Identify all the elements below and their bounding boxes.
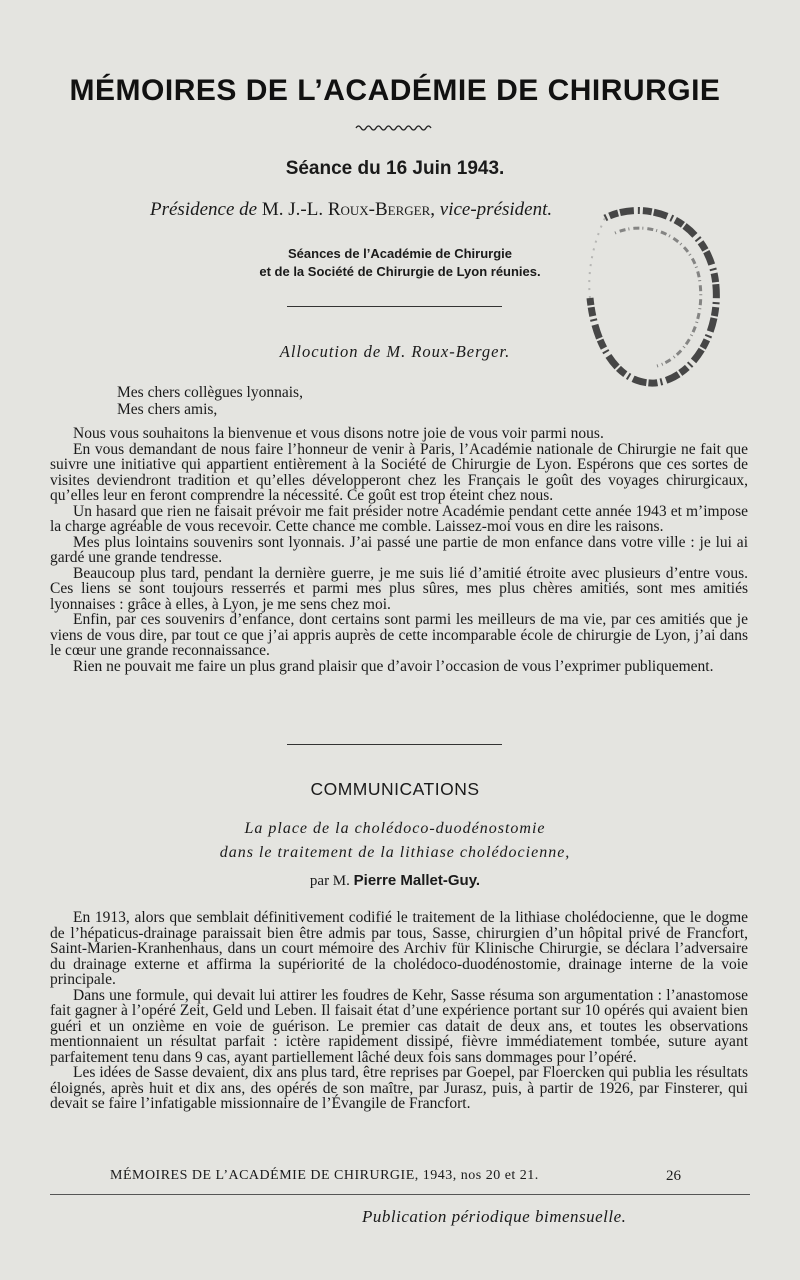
allocution-paragraph: Rien ne pouvait me faire un plus grand plaisir que d’avoir l’occasion de vous l’exprimer publiquement. [73, 657, 714, 675]
author-name: Pierre Mallet-Guy. [353, 872, 481, 889]
allocution-body [50, 426, 748, 674]
allocution-paragraph: Un hasard que rien ne faisait prévoir me fait présider notre Académie pendant cette année 1943 et m’impose la charge agréable de vous recevoir. Cette chance me comble. Laissez-moi vous en dire les raisons. [50, 502, 748, 535]
allocution-paragraph: Nous vous souhaitons la bienvenue et vous disons notre joie de vous voir parmi nous. [73, 425, 604, 442]
byline [0, 872, 790, 890]
separator-rule-1 [287, 306, 502, 307]
publication-note: Publication périodique bimensuelle. [362, 1207, 627, 1226]
joint-session-note [200, 245, 600, 281]
presidency-name-prefix: M. J.-L. [261, 199, 324, 220]
ornamental-squiggle [354, 123, 434, 133]
salutation-line-1: Mes chers collègues lyonnais, [117, 384, 303, 401]
footer-journal-reference: MÉMOIRES DE L’ACADÉMIE DE CHIRURGIE, 1943, nos 20 et 21. [110, 1168, 539, 1183]
presidency-line [150, 199, 552, 221]
article-paragraph: Les idées de Sasse devaient, dix ans plus tard, être reprises par Goepel, par Floercken qui publia les résultats éloignés, après huit et dix ans, des opérés de son maître, par Jurasz, puis, à partir de 1926, par Finsterer, qui devait se faire l’infatigable missionnaire de l’Évangile de Francfort. [50, 1064, 748, 1112]
salutation [117, 384, 303, 418]
presidency-name: Roux-Berger, [327, 199, 436, 220]
allocution-paragraph: En vous demandant de nous faire l’honneur de venir à Paris, l’Académie nationale de Chirurgie ne fait que suivre une initiative qui appartient entièrement à la Société de Chirurgie de Lyon. Espérons que ces sortes de visites deviendront tradition et qu’elles développeront chez les Français le goût des voyages chirurgicaux, qu’elles leur en feront comprendre la nécessité. Ce goût est trop éteint chez nous. [50, 440, 748, 504]
article-title-line-2: dans le traitement de la lithiase cholédocienne, [219, 844, 571, 861]
allocution-paragraph: Enfin, par ces souvenirs d’enfance, dont certains sont parmi les meilleurs de ma vie, par ces amitiés que je viens de vous dire, par tout ce que j’ai appris auprès de cette incomparable école de chirurgie de Lyon, j’ai dans le cœur une grande reconnaissance. [50, 611, 748, 659]
article-paragraph: Dans une formule, qui devait lui attirer les foudres de Kehr, Sasse résuma son argumentation : l’anastomose fait gagner à l’opéré Zeit, Geld und Leben. Il faisait état d’une expérience portant sur 10 opérés qui avaient bien guéri et un onzième en voie de guérison. Le premier cas datait de deux ans, et toutes les observations mentionnaient un résultat parfait : ictère rapidement dissipé, fièvre immédiatement tombée, suture ayant parfaitement tenu dans 9 cas, ayant partiellement lâché deux fois sans dommages pour l’opéré. [50, 986, 748, 1066]
article-paragraph: En 1913, alors que semblait définitivement codifié le traitement de la lithiase cholédocienne, que le dogme de l’hépaticus-drainage paraissait bien être admis par tous, Sasse, chirurgien d’un hôpital privé de Francfort, Saint-Marien-Kranhenhaus, dans un court mémoire des Archiv für Klinische Chirurgie, se déclara l’adversaire du drainage externe et affirma la supériorité de la cholédoco-duodénostomie, drainage interne de la voie principale. [50, 909, 748, 988]
journal-title: MÉMOIRES DE L’ACADÉMIE DE CHIRURGIE [69, 74, 721, 107]
allocution-paragraph: Mes plus lointains souvenirs sont lyonnais. J’ai passé une partie de mon enfance dans votre ville : je lui ai gardé une grande tendresse. [50, 533, 748, 566]
joint-session-line-1: Séances de l’Académie de Chirurgie [288, 246, 512, 261]
presidency-role: vice-président. [439, 199, 553, 220]
salutation-line-2: Mes chers amis, [117, 401, 218, 418]
session-date: Séance du 16 Juin 1943. [285, 158, 505, 179]
allocution-title: Allocution de M. Roux-Berger. [279, 342, 511, 361]
section-heading: COMMUNICATIONS [310, 779, 480, 799]
joint-session-line-2: et de la Société de Chirurgie de Lyon réunies. [259, 264, 541, 279]
presidency-prefix: Présidence de [150, 199, 258, 220]
separator-rule-2 [287, 744, 502, 745]
article-body [50, 910, 748, 1112]
byline-prefix: par M. [309, 873, 350, 889]
footer-rule [50, 1194, 750, 1195]
article-title-line-1: La place de la cholédoco-duodénostomie [244, 820, 546, 837]
page-number: 26 [666, 1168, 681, 1184]
allocution-paragraph: Beaucoup plus tard, pendant la dernière guerre, je me suis lié d’amitié étroite avec plusieurs d’entre vous. Ces liens se sont toujours resserrés et parmi mes plus sûres, mes plus chères amitiés, sont mes amitiés lyonnaises : grâce à elles, à Lyon, je me sens chez moi. [50, 564, 748, 613]
